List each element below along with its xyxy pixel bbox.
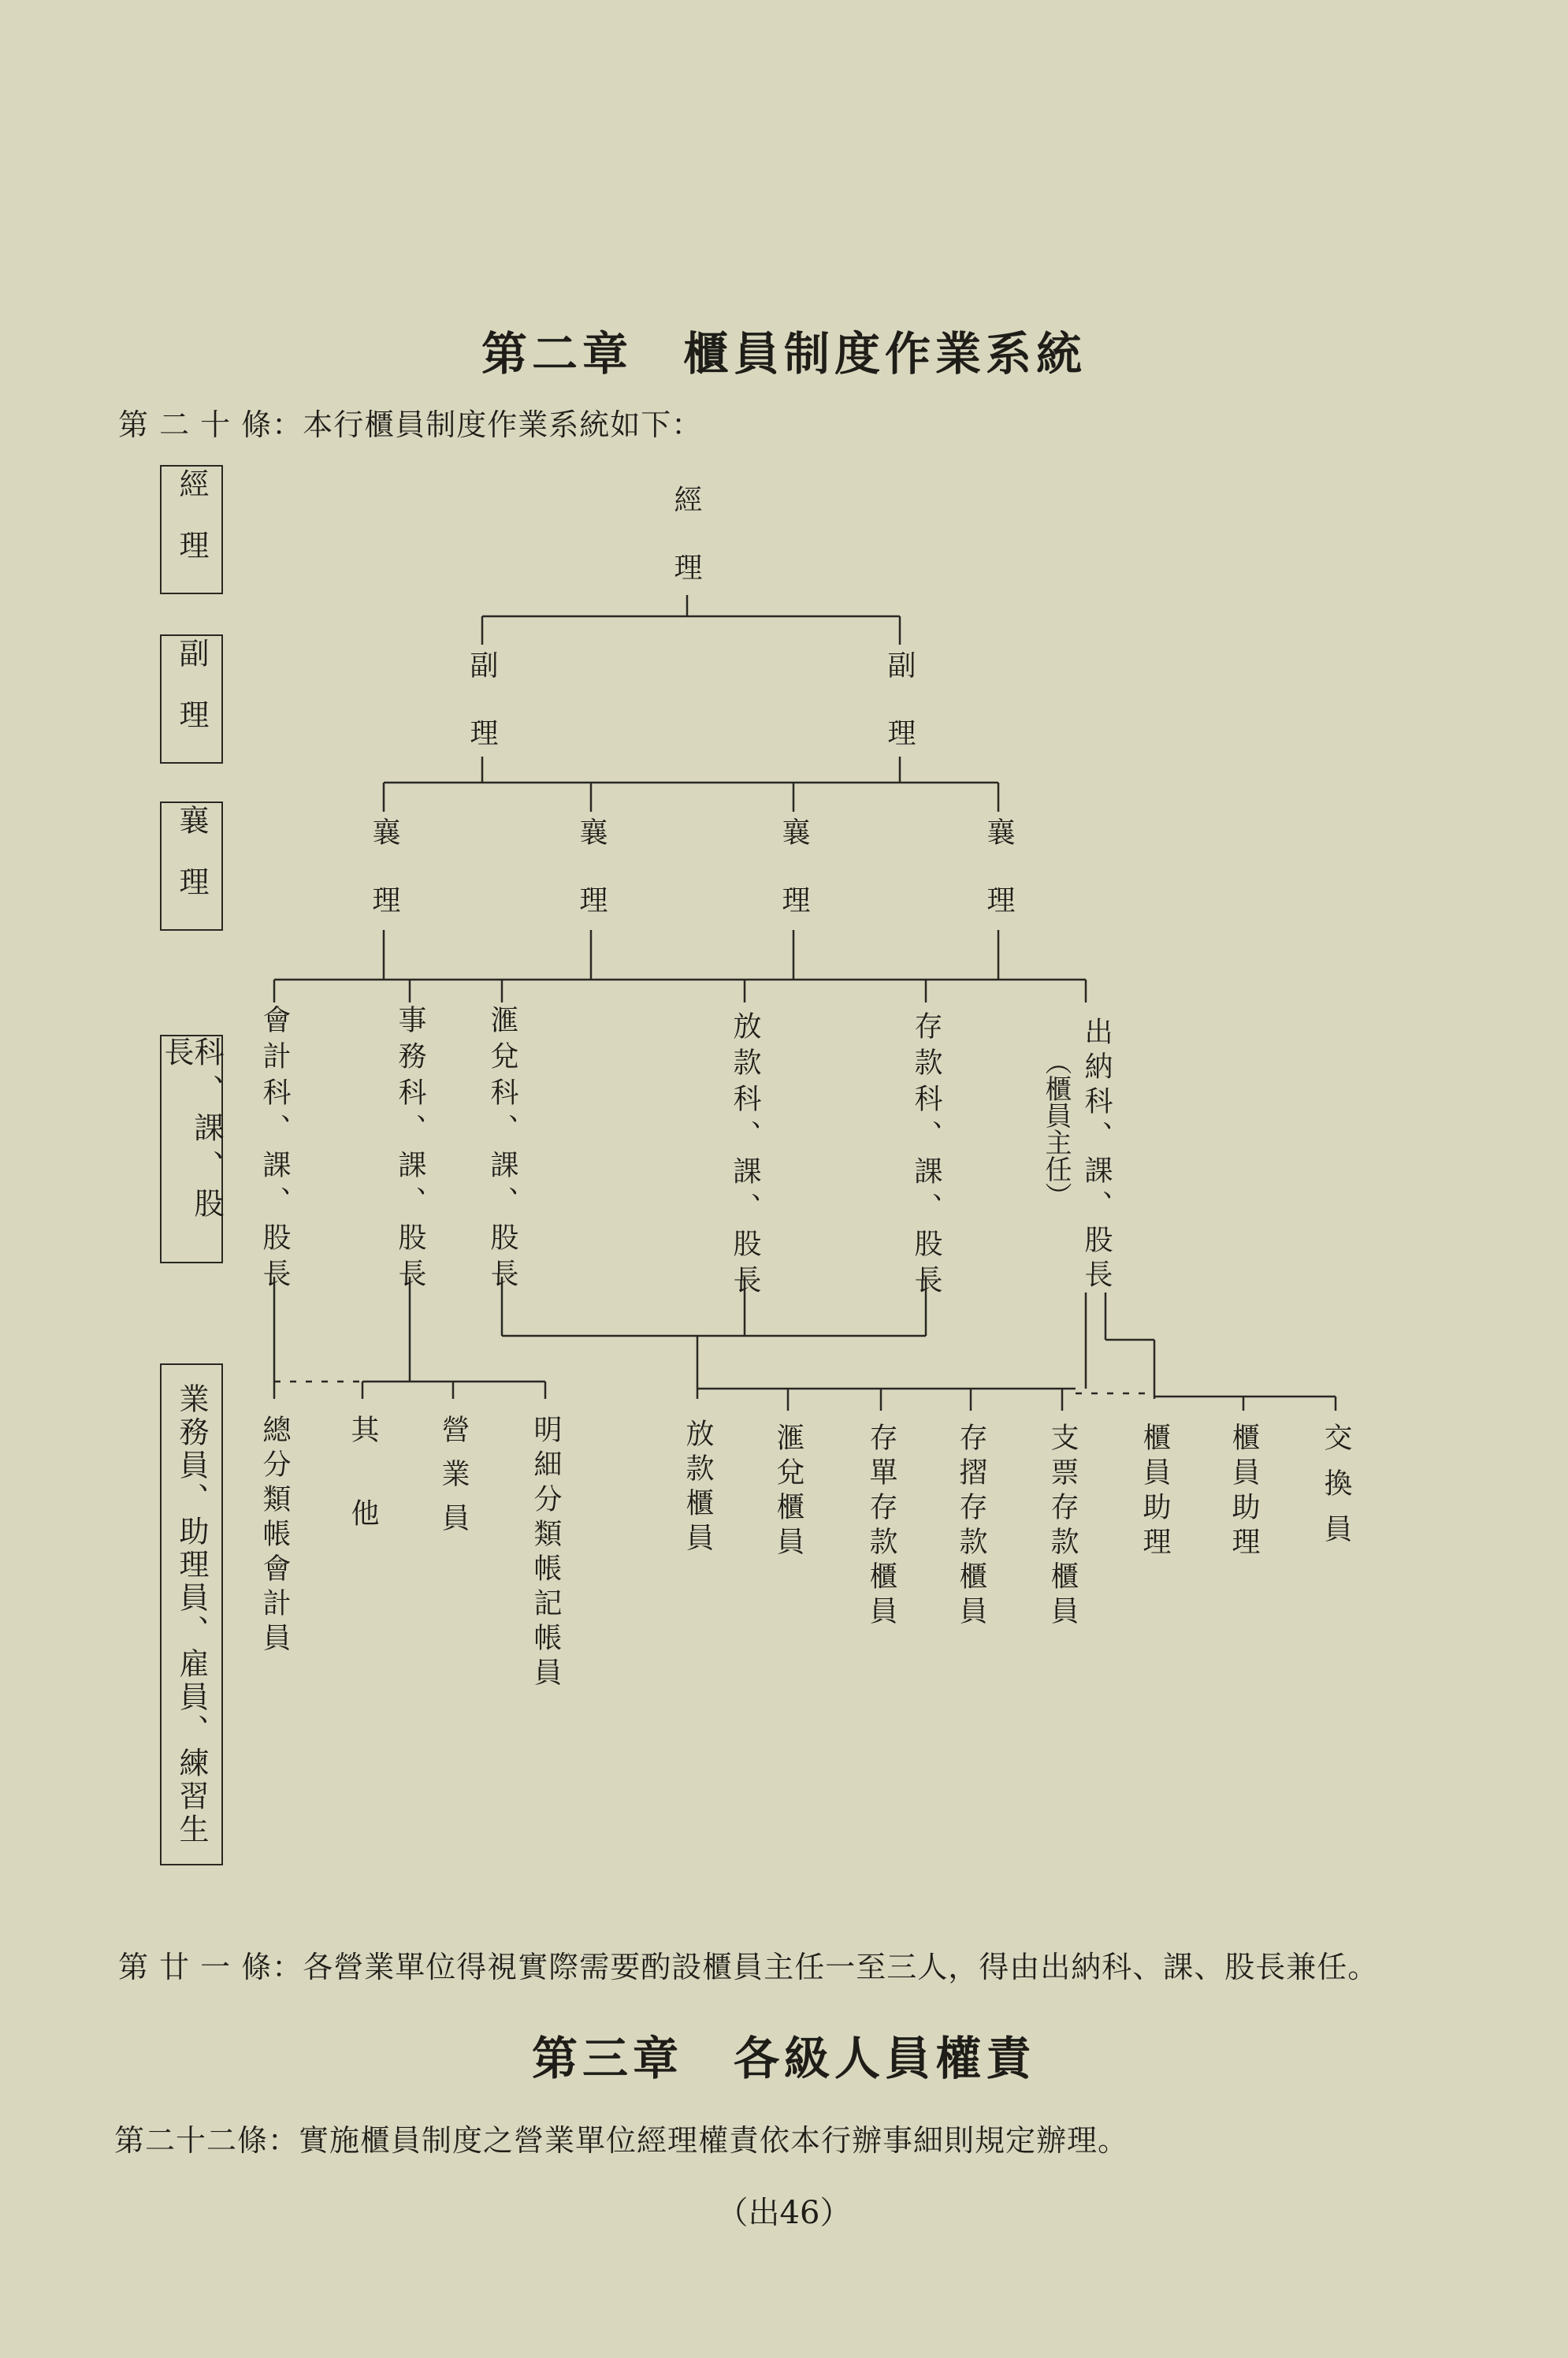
level-box-section-head: 科、課、股長 (160, 1035, 223, 1263)
node-remittance-head: 滙兌科、課、股長 (486, 1005, 518, 1295)
level-box-staff: 業務員、助理員、雇員、練習生 (160, 1363, 223, 1865)
node-loan-head: 放款科、課、股長 (729, 1011, 761, 1301)
node-teller-assistant-1: 櫃員助理 (1139, 1423, 1171, 1561)
node-others: 其他 (347, 1415, 379, 1582)
level-box-deputy: 副理 (160, 634, 223, 764)
node-ledger-accountant: 總分類帳會計員 (258, 1415, 291, 1657)
node-accounting-head: 會計科、課、股長 (258, 1005, 291, 1295)
node-assistant-3: 襄理 (778, 817, 810, 953)
node-detail-ledger-clerk: 明細分類帳記帳員 (529, 1415, 562, 1692)
node-cashier-head: 出納科、課、股長 (1080, 1017, 1113, 1294)
node-passbook-deposit-teller: 存摺存款櫃員 (955, 1423, 987, 1631)
level-box-manager: 經理 (160, 465, 223, 594)
node-assistant-4: 襄理 (983, 817, 1015, 953)
node-affairs-head: 事務科、課、股長 (394, 1005, 426, 1295)
node-loan-teller: 放款櫃員 (682, 1419, 714, 1557)
chapter-3-title: 第三章 各級人員權責 (531, 2032, 1036, 2085)
article-20: 第 二 十 條：本行櫃員制度作業系統如下： (118, 407, 703, 442)
node-time-deposit-teller: 存單存款櫃員 (865, 1423, 897, 1631)
node-exchange-clerk: 交換員 (1320, 1423, 1352, 1560)
page-number: （出46） (716, 2195, 852, 2231)
node-deposit-head: 存款科、課、股長 (910, 1011, 942, 1301)
node-remittance-teller: 滙兌櫃員 (772, 1423, 804, 1561)
article-21: 第 廿 一 條：各營業單位得視實際需要酌設櫃員主任一至三人，得由出納科、課、股長兼任。 (118, 1950, 1379, 1984)
node-business-clerk: 營業員 (437, 1415, 470, 1547)
node-deputy-1: 副理 (466, 650, 498, 786)
level-box-assistant: 襄理 (160, 801, 223, 931)
node-cashier-note: ︵櫃員主任︶ (1040, 1048, 1072, 1209)
chapter-2-title: 第二章 櫃員制度作業系統 (481, 327, 1087, 381)
node-check-deposit-teller: 支票存款櫃員 (1046, 1423, 1079, 1631)
node-assistant-1: 襄理 (368, 817, 400, 953)
node-deputy-2: 副理 (883, 650, 916, 786)
node-manager: 經理 (670, 485, 702, 620)
article-22: 第二十二條：實施櫃員制度之營業單位經理權責依本行辦事細則規定辦理。 (114, 2123, 1129, 2158)
node-assistant-2: 襄理 (575, 817, 608, 953)
node-teller-assistant-2: 櫃員助理 (1228, 1423, 1260, 1561)
